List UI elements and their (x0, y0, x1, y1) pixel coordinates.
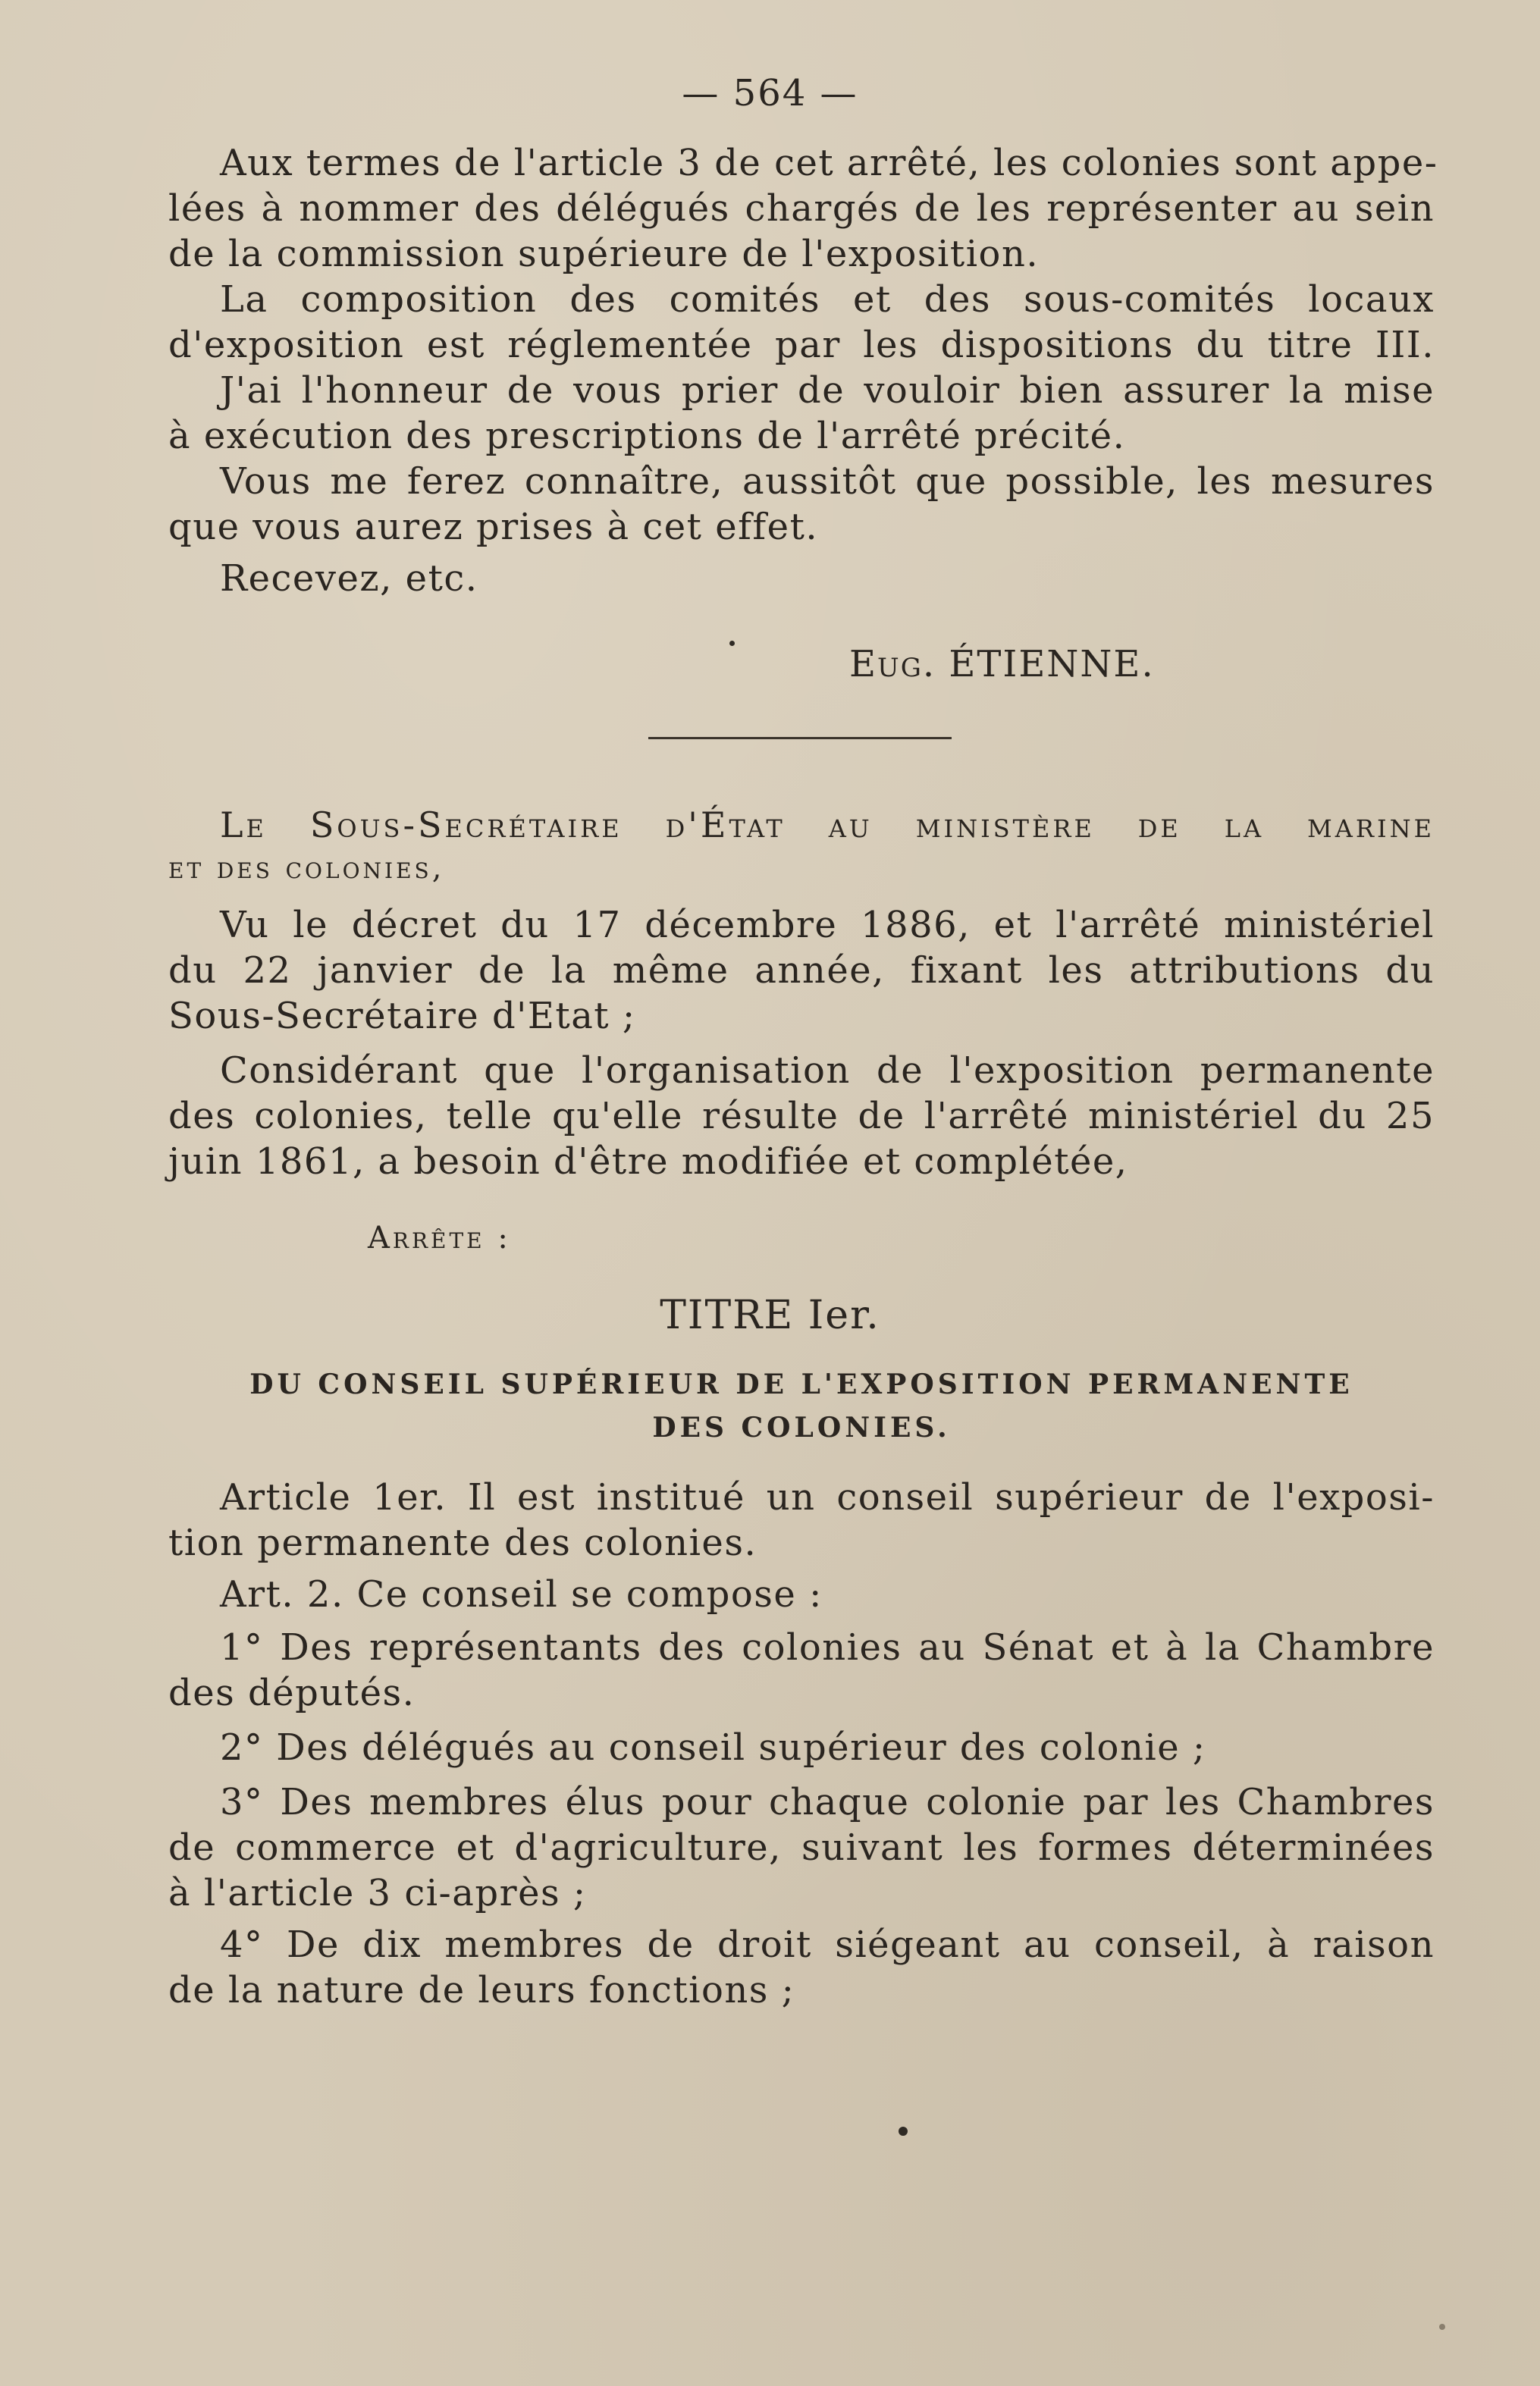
scan-speck (1439, 2324, 1445, 2330)
decree-considerations (168, 902, 1435, 1184)
section-divider (648, 737, 952, 739)
letter-line: Aux termes de l'article 3 de cet arrêté, les colonies sont appe- (220, 142, 1438, 184)
subtitle-line: DES COLONIES. (652, 1412, 951, 1444)
page-number: — 564 — (682, 72, 858, 114)
title-heading: TITRE Ier. (660, 1293, 880, 1338)
letter-line: La composition des comités et des sous-comités locaux (220, 278, 1435, 321)
article-line: des députés. (168, 1672, 416, 1714)
article-line: 4° De dix membres de droit siégeant au conseil, à raison (220, 1924, 1435, 1966)
decree-line: Considérant que l'organisation de l'exposition permanente (220, 1049, 1435, 1092)
decree-heading-line: Le Sous-Secrétaire d'État au ministère de la marine (220, 804, 1435, 845)
letter-line: J'ai l'honneur de vous prier de vouloir bien assurer la mise (220, 369, 1435, 412)
subtitle-line: DU CONSEIL SUPÉRIEUR DE L'EXPOSITION PERMANENTE (249, 1369, 1353, 1400)
letter-line: Vous me ferez connaître, aussitôt que possible, les mesures (220, 460, 1435, 503)
letter-line: d'exposition est réglementée par les dispositions du titre III. (168, 324, 1435, 366)
decree-line: des colonies, telle qu'elle résulte de l'arrêté ministériel du 25 (168, 1095, 1435, 1137)
decree-line: du 22 janvier de la même année, fixant les attributions du (168, 949, 1435, 992)
article-line: de la nature de leurs fonctions ; (168, 1969, 795, 2011)
article-line: Art. 2. Ce conseil se compose : (220, 1573, 823, 1616)
decree-line: juin 1861, a besoin d'être modifiée et complétée, (168, 1140, 1128, 1183)
signature: Eug. ÉTIENNE. (849, 643, 1155, 685)
decree-heading (168, 802, 1435, 889)
letter-line: que vous aurez prises à cet effet. (168, 506, 819, 548)
decree-line: Sous-Secrétaire d'Etat ; (168, 995, 636, 1037)
scan-speck (899, 2127, 908, 2136)
decree-heading-line: et des colonies, (168, 851, 445, 886)
scan-speck (729, 641, 735, 646)
letter-closing: Recevez, etc. (220, 557, 478, 600)
letter-line: à exécution des prescriptions de l'arrêté précité. (168, 415, 1126, 457)
letter-body (168, 140, 1438, 601)
article-line: de commerce et d'agriculture, suivant les formes déterminées (168, 1826, 1435, 1869)
letter-line: lées à nommer des délégués chargés de les représenter au sein (168, 187, 1435, 230)
letter-line: de la commission supérieure de l'exposition. (168, 233, 1040, 275)
decree-line: Vu le décret du 17 décembre 1886, et l'arrêté ministériel (220, 904, 1435, 946)
article-line: Article 1er. Il est institué un conseil supérieur de l'exposi- (220, 1476, 1435, 1519)
article-line: 3° Des membres élus pour chaque colonie par les Chambres (220, 1781, 1435, 1823)
articles (168, 1475, 1435, 2013)
article-line: 2° Des délégués au conseil supérieur des colonie ; (220, 1726, 1206, 1769)
article-line: à l'article 3 ci-après ; (168, 1872, 587, 1914)
arrete-label: Arrête : (368, 1221, 511, 1256)
article-line: 1° Des représentants des colonies au Sénat et à la Chambre (220, 1626, 1435, 1669)
article-line: tion permanente des colonies. (168, 1522, 757, 1564)
